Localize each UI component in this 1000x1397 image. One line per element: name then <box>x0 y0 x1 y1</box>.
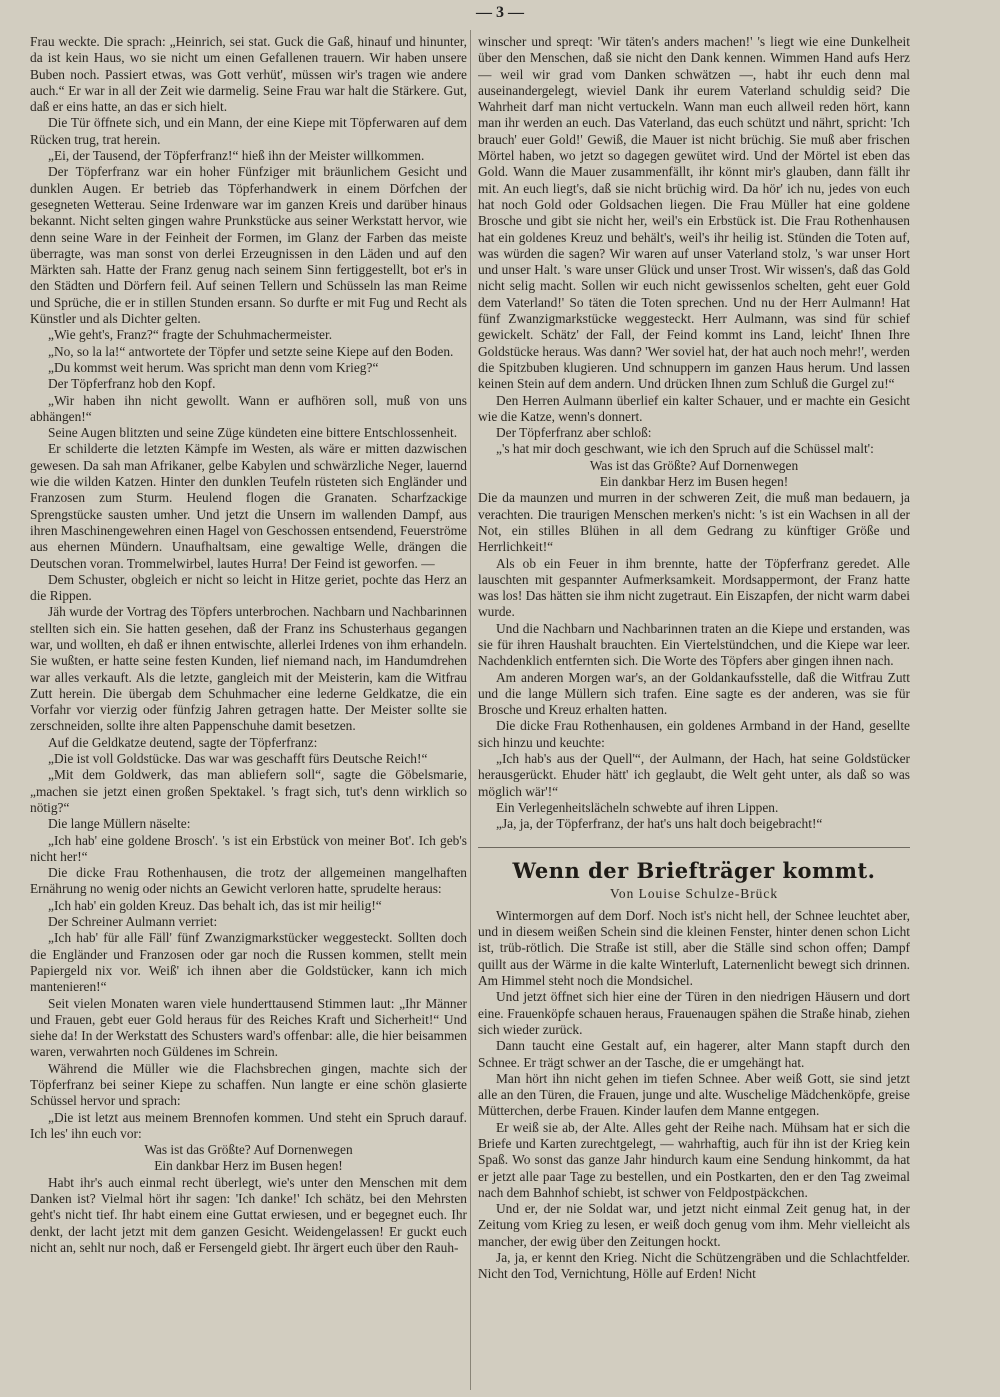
paragraph: Habt ihr's auch einmal recht überlegt, wie's unter den Menschen mit dem Danken ist? Vielmal hört ihr sagen: 'Ich danke!' Ich schätz, bei den Mehrsten geht's nicht tief. Ihr habt einem eine Guttat erwiesen, und er begegnet euch. Ihr denkt, der lacht jetzt mit dem ganzen Gesicht. Weidengelassen! Er guckt euch nicht an, sehlt nur noch, daß er Fersengeld giebt. Ihr ärgert euch über den Rauh- <box>30 1174 467 1255</box>
paragraph: Die da maunzen und murren in der schweren Zeit, die muß man bedauern, ja verachten. Die traurigen Menschen merken's nicht: 's ist ein Wachsen in all der Not, ein stilles Blühen in all dem Gedrang zu künftiger Größe und Herrlichkeit!“ <box>478 490 910 555</box>
paragraph: „Die ist voll Goldstücke. Das war was geschafft fürs Deutsche Reich!“ <box>48 751 428 767</box>
verse-line: Was ist das Größte? Auf Dornenwegen <box>144 1142 353 1158</box>
paragraph: Ein Verlegenheitslächeln schwebte auf ihren Lippen. <box>496 799 779 815</box>
paragraph: Und jetzt öffnet sich hier eine der Türen in den niedrigen Häusern und dort eine. Frauenköpfe schauen heraus, Frauenaugen spähen die Straße hinab, ziehen sich wieder zurück. <box>478 989 910 1037</box>
paragraph: Der Töpferfranz war ein hoher Fünfziger mit bräunlichem Gesicht und dunklen Augen. Er betrieb das Töpferhandwerk in einem Dörfchen der gesegneten Wetterau. Seine Irdenware war im ganzen Kreis und darüber hinaus bekannt. Nicht selten gingen wahre Prunkstücke aus seiner Werkstatt hervor, wie denn seine Ware in der Feinheit der Formen, im Glanz der Farben das meiste überragte, was man sonst von derlei Erzeugnissen in den Läden und auf den Märkten sah. Hatte der Franz genug nach seinem Sinn fertiggestellt, bot er's in den Städten und Dörfern feil. Auf seinen Tellern und Schüsseln las man Reime und Sprüche, die er in stillen Stunden ersann. So durfte er mit Fug und Recht als Künstler und als Dichter gelten. <box>30 164 467 327</box>
column-divider <box>470 30 471 1390</box>
paragraph: Wintermorgen auf dem Dorf. Noch ist's nicht hell, der Schnee leuchtet aber, und in diesem weißen Schein sind die kleinen Fenster, hinter denen schon Licht ist, trüb-rötlich. Die Straße ist still, aber die Ställe sind schon offen; Dampf quillt aus der Wärme in die kalte Winterluft, Laternenlicht bewegt sich drinnen. Am Himmel steht noch die Mondsichel. <box>478 907 910 989</box>
paragraph: winscher und spreqt: 'Wir täten's anders machen!' 's liegt wie eine Dunkelheit über den Menschen, daß sie nicht den Dank kennen. Wimmen Hand aufs Herz — weil wir grad vom Danken schwätzen —, habt ihr euch denn mal auseinandergelegt, wieviel Dank ihr eurem Vaterland schuldig seid? Die Wahrheit darf man nicht vertuckeln. Wann man euch allweil reden hört, kann man ihr werden an euch. Das Vaterland, das euch schützt und nährt, spricht: 'Ich brauch' euer Gold!' Gewiß, die Mauer ist nicht brüchig. Sie muß aber frischen Mörtel haben, wo jetzt so dagegen gewütet wird. Und der Mörtel ist eben das Gold. Wann die Mauer zusammenfällt, ihr könnt mir's glauben, dann fällt ihr mit. An euch liegt's, daß sie nicht brüchig wird. Da hör' ich nu, jedes von euch hat noch Gold oder Goldsachen liegen. Die Frau Müller hat eine goldene Brosche und gibt sie nicht her, weil's ein Erbstück ist. Die Frau Rothenhausen hat ein goldenes Kreuz und behält's, weil's ihr heilig ist. Stünden die Toten auf, was würden die sagen? Wir waren auf unser Vaterland stolz, 's war unser Hort und unser Halt. 's ware unser Glück und unser Trost. Wir wissen's, daß das Gold nicht selig macht. Sollen wir euch nicht gewissenlos schelten, geht euer Gold dem Vaterland!' So täten die Toten sprechen. Und nu der Herr Aulmann! Hat fünf Zwanzigmarkstücke weggesteckt. Herr Aulmann, was sind für schief gewickelt. Schätz' der Fall, der Feind kommt ins Land, leicht' Ihnen Ihre Goldstücke heraus. Was dann? 'Wer soviel hat, der hat auch noch mehr!', werden die Spitzbuben klugieren. Und schnuppern im ganzen Haus herum. Und lassen keinen Stein auf dem andern. Und drücken Ihnen zum Schluß die Gurgel zu!“ <box>478 34 910 392</box>
paragraph: „No, so la la!“ antwortete der Töpfer und setzte seine Kiepe auf den Boden. <box>48 343 454 359</box>
paragraph: „Ich hab's aus der Quell'“, der Aulmann, der Hach, hat seine Goldstücker herausgerückt. Ehuder hätt' ich geglaubt, die Welt geht unter, als daß so was möglich wär'!“ <box>478 751 910 799</box>
article-title: Wenn der Briefträger kommt. <box>512 857 876 883</box>
paragraph: Als ob ein Feuer in ihm brennte, hatte der Töpferfranz geredet. Alle lauschten mit gespannter Aufmerksamkeit. Mordsappermont, der Franz hatte was los! Das hätten sie ihm nicht zugetraut. Ein Eiszapfen, der nicht warm dabei wurde. <box>478 555 910 620</box>
page-number: — 3 — <box>476 4 524 21</box>
paragraph: Man hört ihn nicht gehen im tiefen Schnee. Aber weiß Gott, sie sind jetzt alle an den Türen, die Frauen, junge und alte. Wuschelige Mädchenköpfe, greise Mütterchen, derbe Frauen. Kinder laufen dem Manne entgegen. <box>478 1070 910 1119</box>
paragraph: Dem Schuster, obgleich er nicht so leicht in Hitze geriet, pochte das Herz an die Rippen. <box>30 571 467 604</box>
paragraph: Seine Augen blitzten und seine Züge kündeten eine bittere Entschlossenheit. <box>48 425 458 441</box>
paragraph: Die Tür öffnete sich, und ein Mann, der eine Kiepe mit Töpferwaren auf dem Rücken trug, trat herein. <box>30 115 467 147</box>
right-column <box>478 34 910 1389</box>
paragraph: Der Töpferfranz hob den Kopf. <box>48 376 216 392</box>
paragraph: „Ich hab' ein golden Kreuz. Das behalt ich, das ist mir heilig!“ <box>48 897 382 913</box>
paragraph: „Ich hab' eine goldene Brosch'. 's ist ein Erbstück von meiner Bot'. Ich geb's nicht her!“ <box>30 832 467 864</box>
paragraph: Und die Nachbarn und Nachbarinnen traten an die Kiepe und erstanden, was sie für ihren Haushalt brauchten. Ein Viertelstündchen, und die Kiepe war leer. Nachdenklich entfernten sich. Die Worte des Töpfers aber gingen ihnen nach. <box>478 620 910 669</box>
paragraph: „Wie geht's, Franz?“ fragte der Schuhmachermeister. <box>48 327 333 343</box>
paragraph: Auf die Geldkatze deutend, sagte der Töpferfranz: <box>48 734 318 750</box>
article-separator <box>478 847 910 848</box>
paragraph: „Die ist letzt aus meinem Brennofen kommen. Und steht ein Spruch darauf. Ich les' ihn euch vor: <box>30 1109 467 1141</box>
verse-line: Ein dankbar Herz im Busen hegen! <box>154 1158 343 1174</box>
left-column <box>30 34 467 1389</box>
paragraph: Ja, ja, er kennt den Krieg. Nicht die Schützengräben und die Schlachtfelder. Nicht den Tod, Vernichtung, Hölle auf Erden! Nicht <box>478 1250 910 1282</box>
paragraph: „Ja, ja, der Töpferfranz, der hat's uns halt doch beigebracht!“ <box>496 816 823 832</box>
paragraph: Seit vielen Monaten waren viele hunderttausend Stimmen laut: „Ihr Männer und Frauen, gebt euer Gold heraus für des Reiches Kraft und Sicherheit!“ Und siehe da! In der Werkstatt des Schusters ward's offenbar: alle, die hier beisammen waren, verwahrten noch Güldenes im Schrein. <box>30 995 467 1060</box>
paragraph: Frau weckte. Die sprach: „Heinrich, sei stat. Guck die Gaß, hinauf und hinunter, da ist kein Haus, wo sie nicht um einen Gefallenen trauern. Wir haben unsere Buben noch. Passiert etwas, was Gott verhüt', müssen wir's tragen wie andere auch.“ Er war in all der Zeit wie darmelig. Seine Frau war halt die Stärkere. Gut, daß er eins hatte, an das er sich hielt. <box>30 34 467 115</box>
paragraph: Die dicke Frau Rothenhausen, die trotz der allgemeinen mangelhaften Ernährung no wenig oder nichts an Gewicht verloren hatte, sprudelte heraus: <box>30 865 467 897</box>
paragraph: Der Töpferfranz aber schloß: <box>496 425 652 441</box>
paragraph: „Ich hab' für alle Fäll' fünf Zwanzigmarkstücker weggesteckt. Sollten doch die Engländer und Franzosen oder gar noch die Russen kommen, stellt mein Papiergeld nix vor. Weiß' ich ihnen aber die Goldstücker, kann ich mich mantenieren!“ <box>30 930 467 995</box>
paragraph: „Ei, der Tausend, der Töpferfranz!“ hieß ihn der Meister willkommen. <box>48 148 425 164</box>
paragraph: Der Schreiner Aulmann verriet: <box>48 914 218 930</box>
article-byline: Von Louise Schulze-Brück <box>609 885 779 901</box>
paragraph: Jäh wurde der Vortrag des Töpfers unterbrochen. Nachbarn und Nachbarinnen stellten sich ein. Sie hatten gesehen, daß der Franz ins Schusterhaus gegangen war, und wollten, eh daß er ihnen entwischte, allerlei Irdenes von ihm erhandeln. Sie wußten, er hatte seine festen Kunden, lief niemand nach, im Handumdrehen war alles verkauft. Als die letzte, gangleich mit der Meisterin, kam die Witfrau Zutt herein. Die übergab dem Schuhmacher eine lederne Geldkatze, die ein Vorfahr vor vierzig oder fünfzig Jahren getragen hatte. Der Meister sollte sie zerschneiden, sollte ihre alten Pappenschuhe damit besetzen. <box>30 604 467 734</box>
verse-line: Ein dankbar Herz im Busen hegen! <box>599 474 789 490</box>
paragraph: Dann taucht eine Gestalt auf, ein hagerer, alter Mann stapft durch den Schnee. Er trägt schwer an der Tasche, die er umgehängt hat. <box>478 1038 910 1070</box>
paragraph: „Mit dem Goldwerk, das man abliefern soll“, sagte die Göbelsmarie, „machen sie jetzt einen großen Spektakel. 's fragt sich, tut's denn wirklich so nötig?“ <box>30 767 467 815</box>
paragraph: „Wir haben ihn nicht gewollt. Wann er aufhören soll, muß von uns abhängen!“ <box>30 392 467 424</box>
verse-line: Was ist das Größte? Auf Dornenwegen <box>589 457 799 473</box>
paragraph: Und er, der nie Soldat war, und jetzt nicht einmal Zeit genug hat, in der Zeitung vom Krieg zu lesen, er weiß doch genug vom ihm. Mehr vielleicht als mancher, der ewig über den Zeitungen hockt. <box>478 1201 910 1249</box>
paragraph: Die dicke Frau Rothenhausen, ein goldenes Armband in der Hand, gesellte sich hinzu und keuchte: <box>478 718 910 750</box>
paragraph: Die lange Müllern näselte: <box>48 816 191 832</box>
paragraph: Er weiß sie ab, der Alte. Alles geht der Reihe nach. Mühsam hat er sich die Briefe und Karten zurechtgelegt, — wahrhaftig, auch für ihn ist der Krieg kein Spaß. Wo sonst das ganze Jahr hindurch kaum eine Sendung hinkommt, da hat er jetzt alle paar Tage zu bestellen, und ein Postkarten, den er den Tag zweimal nach dem Bahnhof schiebt, ist schwer von Feldpostpäckchen. <box>478 1119 910 1200</box>
paragraph: Den Herren Aulmann überlief ein kalter Schauer, und er machte ein Gesicht wie die Katze, wenn's donnert. <box>478 392 910 424</box>
paragraph: „'s hat mir doch geschwant, wie ich den Spruch auf die Schüssel malt': <box>496 441 874 457</box>
paragraph: Er schilderte die letzten Kämpfe im Westen, als wäre er mitten dazwischen gewesen. Da sah man Afrikaner, gelbe Kabylen und schwärzliche Neger, lauernd wie die wilden Katzen. Hinter den dunklen Teufeln rüsteten sich Engländer und Franzosen zum Sturm. Heulend flogen die Granaten. Scharfzackige Sprengstücke sausten umher. Und jetzt die Unsern im wallenden Dampf, aus ihren Maschinengewehren einen Hagel von Geschossen entsendend, Feuerströme aus ehernen Mündern. Unaufhaltsam, eine gewaltige Welle, drängen die Deutschen voran. Trommelwirbel, lautes Hurra! Der Feind ist geworfen. — <box>30 441 467 571</box>
paragraph: Am anderen Morgen war's, an der Goldankaufsstelle, daß die Witfrau Zutt und die lange Müllern sich trafen. Eine sagte es der anderen, was sie für Brosche und Kreuz erhalten hatten. <box>478 669 910 718</box>
paragraph: „Du kommst weit herum. Was spricht man denn vom Krieg?“ <box>48 359 379 375</box>
paragraph: Während die Müller wie die Flachsbrechen gingen, machte sich der Töpferfranz bei seiner Kiepe zu schaffen. Nun langte er eine schön glasierte Schüssel hervor und sprach: <box>30 1060 467 1109</box>
